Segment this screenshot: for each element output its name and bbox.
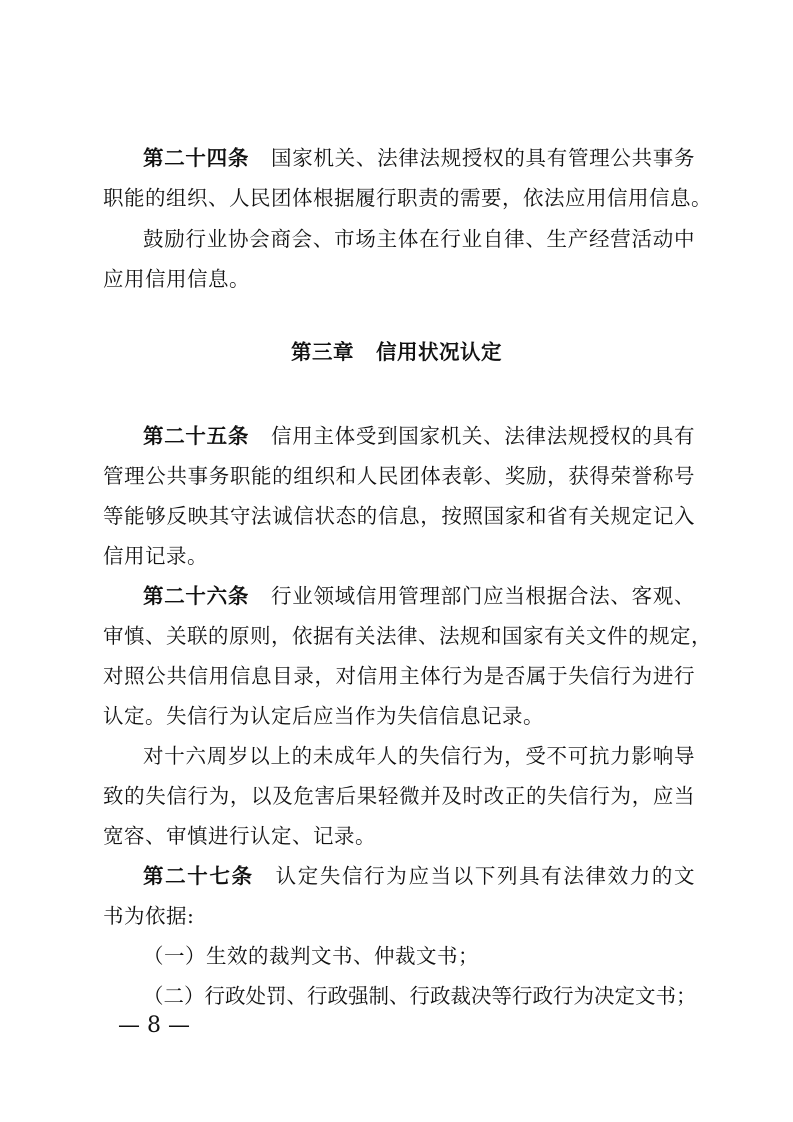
article-26-line-1 <box>143 582 695 610</box>
article-26-para-2-line-1: 对十六周岁以上的未成年人的失信行为，受不可抗力影响导 <box>143 744 695 768</box>
article-27-item-2: （二）行政处罚、行政强制、行政裁决等行政行为决定文书； <box>143 984 697 1008</box>
article-26-text: 行业领域信用管理部门应当根据合法、客观、 <box>271 584 696 608</box>
article-25-line-1 <box>143 422 695 450</box>
chapter-number: 第三章 <box>291 340 354 364</box>
page-number: — 8 — <box>118 1013 190 1038</box>
article-24-line-2: 职能的组织、人民团体根据履行职责的需要，依法应用信用信息。 <box>103 186 712 210</box>
article-24-text: 国家机关、法律法规授权的具有管理公共事务 <box>271 146 696 170</box>
article-24-line-1 <box>143 144 695 172</box>
article-27-line-2: 书为依据: <box>103 904 195 928</box>
chapter-title: 信用状况认定 <box>376 340 502 364</box>
article-26-para-2-line-2: 致的失信行为，以及危害后果轻微并及时改正的失信行为，应当 <box>103 784 695 808</box>
article-25-line-4: 信用记录。 <box>103 544 208 568</box>
article-27-item-1: （一）生效的裁判文书、仲裁文书； <box>143 944 479 968</box>
article-26-para-2-line-3: 宽容、审慎进行认定、记录。 <box>103 824 376 848</box>
article-25-line-3: 等能够反映其守法诚信状态的信息，按照国家和省有关规定记入 <box>103 504 695 528</box>
article-26-line-3: 对照公共信用信息目录，对信用主体行为是否属于失信行为进行 <box>103 664 695 688</box>
article-27-heading: 第二十七条 <box>143 864 254 888</box>
article-27-line-1 <box>143 862 695 890</box>
article-24-para-2-line-2: 应用信用信息。 <box>103 267 250 291</box>
article-25-heading: 第二十五条 <box>143 424 250 448</box>
article-26-heading: 第二十六条 <box>143 584 250 608</box>
article-27-text: 认定失信行为应当以下列具有法律效力的文 <box>275 864 696 888</box>
article-24-heading: 第二十四条 <box>143 146 250 170</box>
article-24-para-2-line-1: 鼓励行业协会商会、市场主体在行业自律、生产经营活动中 <box>143 227 695 251</box>
article-26-line-4: 认定。失信行为认定后应当作为失信信息记录。 <box>103 704 544 728</box>
article-26-line-2: 审慎、关联的原则，依据有关法律、法规和国家有关文件的规定， <box>103 624 712 648</box>
chapter-heading <box>0 338 793 366</box>
article-25-text: 信用主体受到国家机关、法律法规授权的具有 <box>271 424 696 448</box>
article-25-line-2: 管理公共事务职能的组织和人民团体表彰、奖励，获得荣誉称号 <box>103 464 695 488</box>
